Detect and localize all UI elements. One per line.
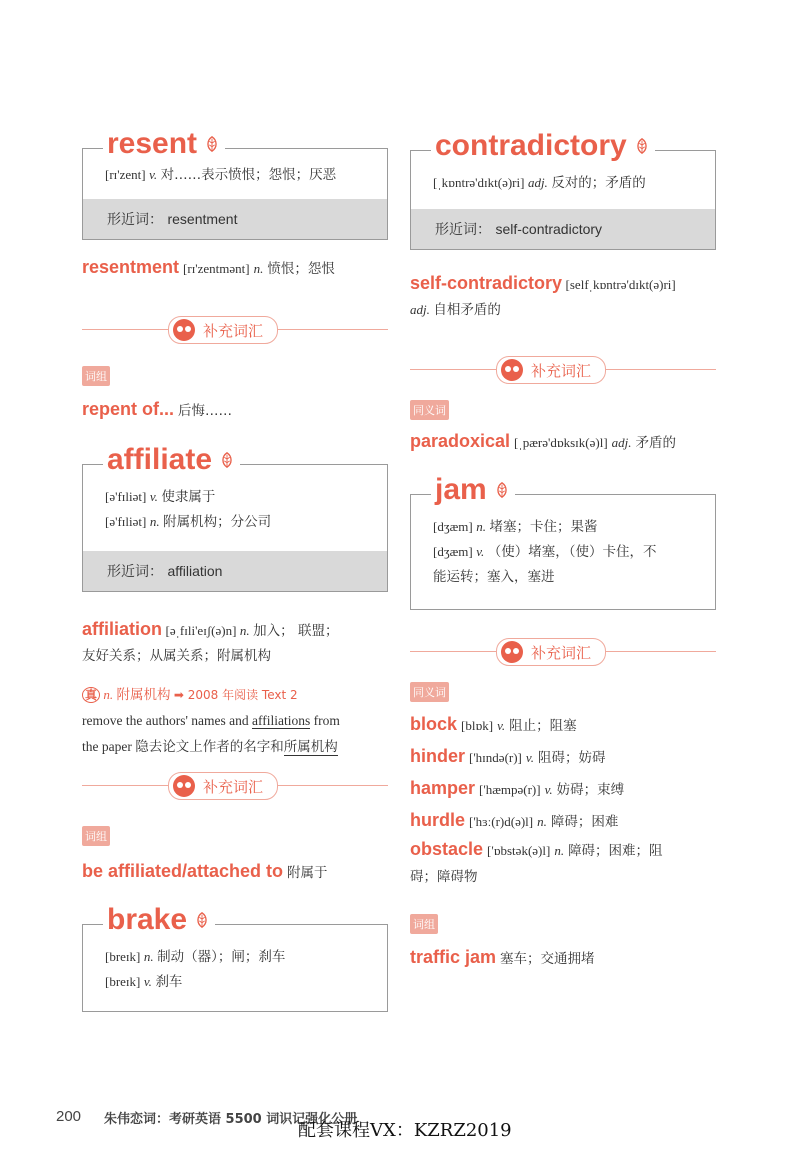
definition: 塞车；交通拥堵 [500, 951, 595, 967]
part-of-speech: n. [103, 687, 114, 702]
leaf-icon [633, 137, 651, 155]
supplement-label: 补充词汇 [531, 643, 592, 662]
phrase-tag: 词组 [82, 826, 111, 846]
example-translation: 隐去论文上作者的名字和 [135, 739, 284, 755]
phonetic: [ˌkɒntrə'dɪkt(ə)ri] [433, 175, 525, 190]
part-of-speech: adj. [527, 175, 548, 190]
headword: resentment [82, 257, 180, 277]
phonetic: [selfˌkɒntrə'dɪkt(ə)ri] [565, 277, 676, 292]
headword: hamper [410, 778, 476, 798]
exam-mark: 真 [82, 687, 100, 703]
part-of-speech: v. [544, 782, 553, 797]
part-of-speech: adj. [611, 435, 632, 450]
definition: 附属机构 [116, 687, 171, 703]
entry-card-brake [82, 903, 388, 1012]
list-item [410, 806, 720, 838]
book-title: 朱伟恋词：考研英语 5500 词识记强化公册 [104, 1112, 358, 1127]
owl-icon [501, 359, 523, 381]
part-of-speech: n. [537, 814, 547, 829]
supplement-label: 补充词汇 [531, 361, 592, 380]
owl-icon [501, 641, 523, 663]
part-of-speech: n. [554, 843, 565, 858]
phonetic: ['hæmpə(r)] [479, 782, 541, 797]
entry-card-contradictory [410, 129, 716, 250]
headword-jam-title [431, 473, 515, 507]
similar-label: 形近词： [107, 564, 163, 580]
owl-icon [173, 319, 195, 341]
phrase: traffic jam [410, 947, 497, 967]
headword: affiliate [107, 443, 213, 476]
headword: contradictory [435, 129, 627, 162]
definition: 阻止；阻塞 [509, 718, 577, 734]
part-of-speech: v. [149, 489, 158, 504]
definition-cont: 碍；障碍物 [410, 869, 478, 885]
phonetic: [breɪk] [105, 949, 141, 964]
definition: （使）堵塞，（使）卡住，不 [487, 544, 657, 560]
headword-resent-title [103, 127, 225, 161]
definition: 加入； 联盟； [253, 623, 339, 639]
phrase: be affiliated/attached to [82, 861, 284, 881]
headword: hurdle [410, 810, 466, 830]
list-item [410, 774, 720, 806]
part-of-speech: n. [476, 519, 486, 534]
definition: 堵塞；卡住；果酱 [489, 519, 598, 535]
watermark: 配套课程VX：KZRZ2019 [298, 1120, 512, 1141]
similar-label: 形近词： [107, 212, 163, 228]
synonym-tag: 同义词 [410, 682, 450, 702]
supplement-label: 补充词汇 [203, 321, 264, 340]
similar-word: affiliation [167, 563, 223, 579]
phonetic: [ˌpærə'dɒksɪk(ə)l] [514, 435, 608, 450]
definition: 后悔…… [178, 403, 233, 419]
definition: 对……表示愤恨；怨恨；厌恶 [160, 167, 337, 183]
part-of-speech: n. [239, 623, 250, 638]
definition-cont: 能运转；塞入，塞进 [433, 569, 555, 585]
entry-resentment [82, 256, 392, 278]
leaf-icon [218, 451, 236, 469]
headword: obstacle [410, 839, 484, 859]
page-number: 200 [56, 1108, 82, 1125]
headword-affiliate-title [103, 443, 240, 477]
definition: 制动（器）；闸；刹车 [157, 949, 286, 965]
entry-repent-of [82, 398, 232, 420]
exam-example [82, 682, 392, 760]
phrase: repent of... [82, 399, 175, 419]
part-of-speech: n. [143, 949, 154, 964]
part-of-speech: adj. [410, 302, 430, 317]
headword-contradictory-title [431, 129, 655, 163]
entry-traffic-jam [410, 946, 595, 968]
headword: block [410, 714, 458, 734]
list-item [410, 742, 720, 774]
entry-affiliation [82, 618, 392, 668]
example-en-line2: the paper [82, 739, 132, 754]
owl-icon [173, 775, 195, 797]
part-of-speech: v. [476, 544, 485, 559]
entry-paradoxical [410, 430, 676, 452]
phonetic: [ə'fɪliət] [105, 489, 147, 504]
definition: 妨碍；束缚 [556, 782, 625, 798]
headword: paradoxical [410, 431, 511, 451]
definition: 附属于 [287, 865, 328, 881]
headword: resent [107, 127, 198, 160]
phonetic: ['ɒbstək(ə)l] [487, 843, 551, 858]
supplement-divider [410, 356, 716, 384]
phonetic: [rɪ'zentmənt] [183, 261, 250, 276]
headword: hinder [410, 746, 466, 766]
phonetic: [dʒæm] [433, 519, 473, 534]
similar-word-band [411, 209, 715, 249]
example-en: remove the authors' names and [82, 713, 249, 728]
example-translation-highlight: 所属机构 [283, 739, 338, 755]
definition: 愤恨；怨恨 [267, 261, 335, 277]
leaf-icon [203, 135, 221, 153]
list-item [410, 710, 720, 742]
part-of-speech: v. [525, 750, 534, 765]
phonetic: [ə'fɪliət] [105, 514, 147, 529]
phonetic: [blɒk] [461, 718, 494, 733]
phonetic: [dʒæm] [433, 544, 473, 559]
phrase-tag: 词组 [410, 914, 439, 934]
definition: 刹车 [155, 974, 183, 990]
example-en-tail: from [313, 713, 340, 728]
definition: 障碍；困难 [550, 814, 619, 830]
leaf-icon [493, 481, 511, 499]
supplement-divider [410, 638, 716, 666]
example-highlight: affiliations [252, 713, 311, 728]
part-of-speech: v. [143, 974, 152, 989]
entry-card-affiliate [82, 443, 388, 592]
definition: 矛盾的 [635, 435, 677, 451]
part-of-speech: n. [149, 514, 160, 529]
definition: 自相矛盾的 [433, 302, 501, 318]
headword: affiliation [82, 619, 162, 639]
definition: 障碍；困难；阻 [568, 843, 663, 859]
leaf-icon [193, 911, 211, 929]
similar-word-band [83, 551, 387, 591]
part-of-speech: v. [149, 167, 158, 182]
synonym-tag: 同义词 [410, 400, 450, 420]
similar-word: resentment [167, 211, 238, 227]
headword: brake [107, 903, 188, 936]
entry-be-affiliated [82, 860, 328, 882]
definition: 阻碍；妨碍 [537, 750, 606, 766]
headword: self-contradictory [410, 273, 563, 293]
supplement-divider [82, 772, 388, 800]
synonym-list [410, 710, 720, 890]
supplement-divider [82, 316, 388, 344]
supplement-label: 补充词汇 [203, 777, 264, 796]
definition: 附属机构；分公司 [163, 514, 272, 530]
phonetic: ['hɪndə(r)] [469, 750, 522, 765]
list-item [410, 838, 720, 890]
phonetic: ['hɜː(r)d(ə)l] [469, 814, 534, 829]
similar-word: self-contradictory [495, 221, 603, 237]
definition-cont: 友好关系；从属关系；附属机构 [82, 648, 271, 664]
entry-card-resent [82, 127, 388, 240]
phonetic: [rɪ'zent] [105, 167, 146, 182]
definition: 使隶属于 [161, 489, 216, 505]
headword: jam [435, 473, 487, 506]
phonetic: [əˌfɪli'eɪʃ(ə)n] [165, 623, 237, 638]
phonetic: [breɪk] [105, 974, 141, 989]
entry-card-jam [410, 473, 716, 610]
entry-self-contradictory [410, 272, 720, 323]
phrase-tag: 词组 [82, 366, 111, 386]
headword-brake-title [103, 903, 215, 937]
similar-word-band [83, 199, 387, 239]
part-of-speech: v. [497, 718, 506, 733]
similar-label: 形近词： [435, 222, 491, 238]
exam-source: ➡ 2008 年阅读 Text 2 [173, 688, 298, 702]
definition: 反对的；矛盾的 [551, 175, 646, 191]
part-of-speech: n. [253, 261, 264, 276]
